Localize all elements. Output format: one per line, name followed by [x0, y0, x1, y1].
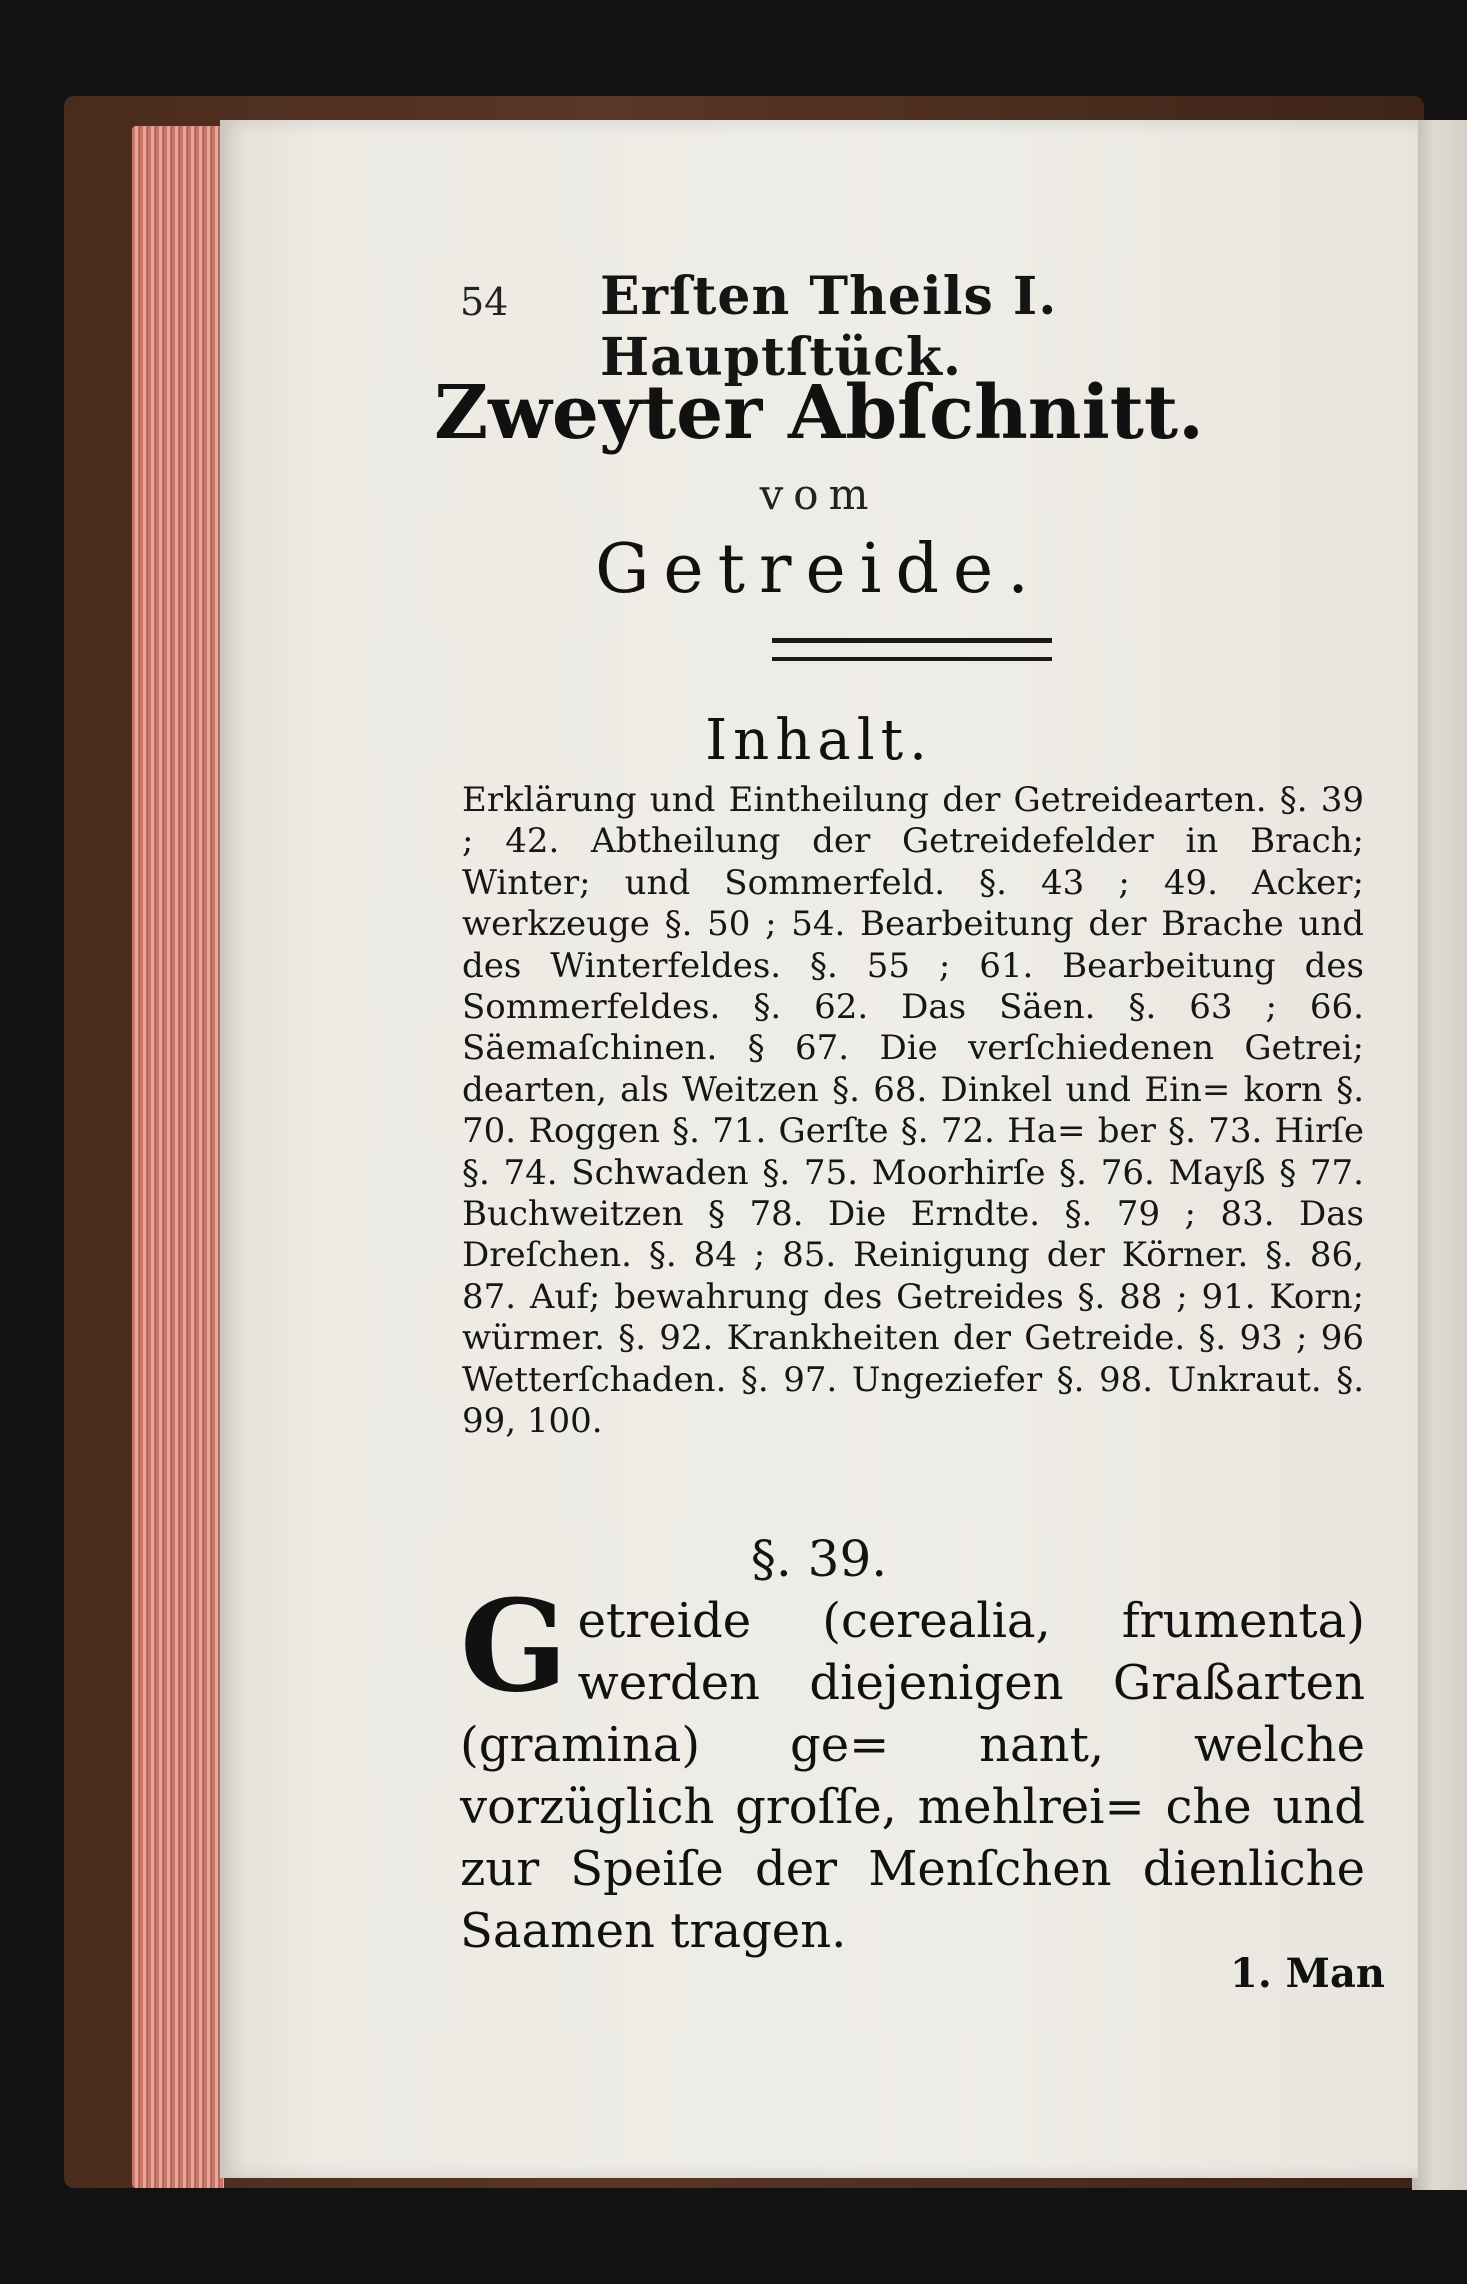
body-paragraph — [460, 1572, 1365, 1962]
drop-cap: G — [460, 1572, 568, 1720]
running-head: Erſten Theils I. Hauptſtück. — [600, 266, 1058, 388]
decorative-rule — [772, 638, 1052, 661]
contents-heading: Inhalt. — [705, 708, 933, 773]
body-text: etreide (cerealia, frumenta) werden diejenigen Graßarten (gramina) ge= nant, welche vorzüglich groſſe, mehlrei= che und zur Speiſe der Menſchen dienliche Saamen tragen. — [460, 1593, 1365, 1959]
book-page — [220, 120, 1418, 2178]
subtitle-topic: Getreide. — [595, 530, 1043, 609]
page-number: 54 — [460, 280, 509, 324]
facing-page-edge — [1412, 120, 1467, 2190]
page-edges — [132, 126, 224, 2188]
catchword: 1. Man — [1230, 1950, 1385, 1997]
contents-text: Erklärung und Eintheilung der Getreidearten. §. 39 ; 42. Abtheilung der Getreidefelder in Brach; Winter; und Sommerfeld. §. 43 ; 49. Acker; werkzeuge §. 50 ; 54. Bearbeitung der Brache und des Winterfeldes. §. 55 ; 61. Bearbeitung des Sommerfeldes. §. 62. Das Säen. §. 63 ; 66. Säemaſchinen. § 67. Die verſchiedenen Getrei; dearten, als Weitzen §. 68. Dinkel und Ein= korn §. 70. Roggen §. 71. Gerſte §. 72. Ha= ber §. 73. Hirſe §. 74. Schwaden §. 75. Moorhirſe §. 76. Mayß § 77. Buchweitzen § 78. Die Erndte. §. 79 ; 83. Das Dreſchen. §. 84 ; 85. Reinigung der Körner. §. 86, 87. Auf; bewahrung des Getreides §. 88 ; 91. Korn; würmer. §. 92. Krankheiten der Getreide. §. 93 ; 96 Wetterſchaden. §. 97. Ungeziefer §. 98. Unkraut. §. 99, 100. — [462, 780, 1364, 1442]
paragraph-number: §. 39. — [750, 1530, 888, 1588]
subtitle-vom: vom — [759, 470, 879, 519]
section-title: Zweyter Abſchnitt. — [434, 370, 1204, 456]
